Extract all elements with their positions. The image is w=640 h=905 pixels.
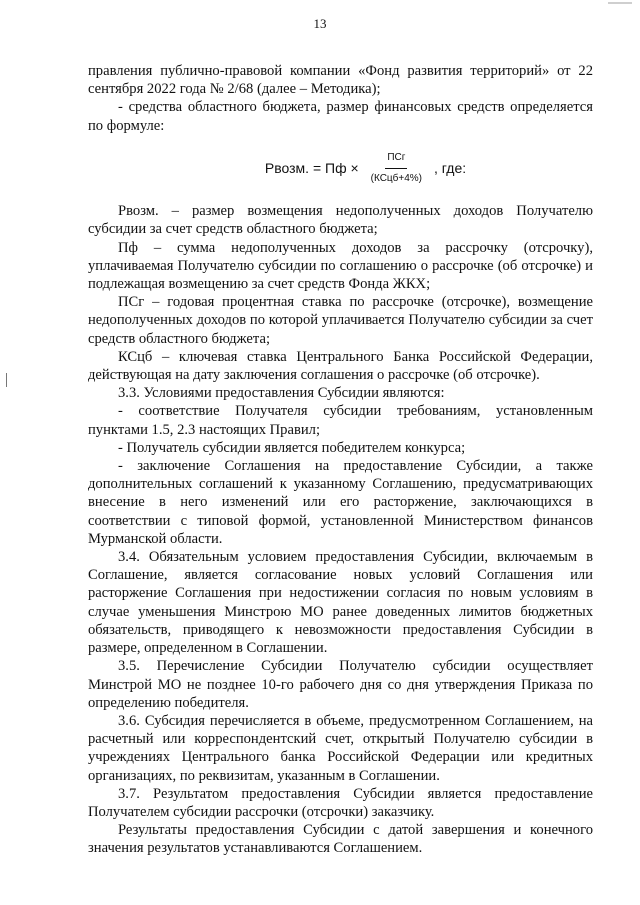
formula <box>88 149 593 188</box>
definition-kscb: КСцб – ключевая ставка Центрального Банка Российской Федерации, действующая на дату заключения соглашения о рассрочке (об отсрочке). <box>88 348 593 384</box>
clause-3-4: 3.4. Обязательным условием предоставления Субсидии, включаемым в Соглашение, является согласование новых условий Соглашения или расторжение Соглашения при недостижении согласия по новым условиям в случае уменьшения Минстрою МО ранее доведенных лимитов бюджетных обязательств, приводящего к невозможности предоставления Субсидии в размере, определенном в Соглашении. <box>88 549 593 657</box>
formula-numerator: ПСг <box>385 149 407 169</box>
page-number: 13 <box>313 16 327 31</box>
clause-3-3-item-2: - Получатель субсидии является победителем конкурса; <box>118 439 466 456</box>
formula-denominator: (КСцб+4%) <box>370 173 423 185</box>
clause-3-3-item-3: - заключение Соглашения на предоставление Субсидии, а также дополнительных соглашений к указанному Соглашению, предусматривающих внесение в него изменений или его расторжение, заключающихся в соответствии с типовой формой, установленной Министерством финансов Мурманской области. <box>88 458 593 547</box>
document-body <box>88 62 593 858</box>
margin-tick-mark <box>6 373 7 387</box>
formula-fraction <box>369 149 424 188</box>
formula-lhs: Рвозм. = Пф × <box>264 160 359 177</box>
clause-3-5: 3.5. Перечисление Субсидии Получателю субсидии осуществляет Минстрой МО не позднее 10-го рабочего дня со дня утверждения Приказа по определению победителя. <box>88 658 593 711</box>
formula-tail: , где: <box>434 160 467 177</box>
clause-3-7: 3.7. Результатом предоставления Субсидии является предоставление Получателем субсидии рассрочки (отсрочки) заказчику. <box>88 785 593 820</box>
definition-rvozm: Рвозм. – размер возмещения недополученных доходов Получателю субсидии за счет средств областного бюджета; <box>88 203 593 238</box>
definition-psg: ПСг – годовая процентная ставка по рассрочке (отсрочке), возмещение недополученных доходов по которой уплачивается Получателю субсидии за счет средств областного бюджета; <box>88 294 593 347</box>
results-paragraph: Результаты предоставления Субсидии с датой завершения и конечного значения результатов устанавливаются Соглашением. <box>88 822 593 857</box>
scan-corner-mark <box>608 2 632 4</box>
clause-3-3: 3.3. Условиями предоставления Субсидии являются: <box>118 385 445 402</box>
definition-pf: Пф – сумма недополученных доходов за рассрочку (отсрочку), уплачиваемая Получателю субсидии по соглашению о рассрочке (об отсрочке) и подлежащая возмещению за счет средств Фонда ЖКХ; <box>88 239 593 293</box>
clause-3-6: 3.6. Субсидия перечисляется в объеме, предусмотренном Соглашением, на расчетный или корреспондентский счет, открытый Получателю субсидии в учреждениях Центрального банка Российской Федерации или кредитных организациях, по реквизитам, указанным в Соглашении. <box>88 712 593 784</box>
paragraph-continuation: правления публично-правовой компании «Фонд развития территорий» от 22 сентября 2022 года № 2/68 (далее – Методика); <box>88 63 593 98</box>
paragraph-regional-budget: - средства областного бюджета, размер финансовых средств определяется по формуле: <box>88 99 593 134</box>
clause-3-3-item-1: - соответствие Получателя субсидии требованиям, установленным пунктами 1.5, 2.3 настоящих Правил; <box>88 403 593 438</box>
